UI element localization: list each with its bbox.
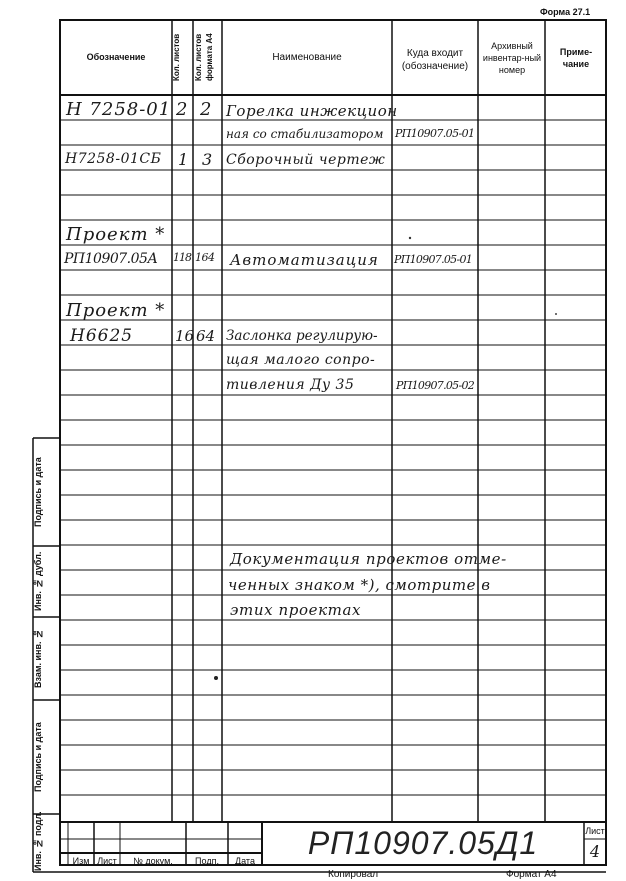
title-col-doc: № докум. (133, 856, 173, 866)
footnote-line-3: этих проектах (230, 601, 362, 619)
row-name: Горелка инжекцион (226, 102, 398, 120)
footnote-line-2: ченных знаком *), смотрите в (228, 576, 491, 594)
title-col-sign: Подп. (195, 856, 219, 866)
title-col-date: Дата (235, 856, 255, 866)
side-label-inv-dupl: Инв. № дубл. (33, 551, 43, 612)
row-designation: РП10907.05А (64, 251, 158, 267)
row-name: Автоматизация (230, 251, 379, 269)
row-name: Заслонка регулирую- (226, 328, 378, 344)
side-label-replace-inv: Взам. инв. № (33, 628, 43, 689)
row-designation: Проект * (66, 300, 166, 321)
side-label-sign-date-2: Подпись и дата (33, 722, 43, 792)
row-sheets: 16 (175, 327, 195, 345)
row-a4: 2 (200, 99, 212, 120)
header-note: Приме-чание (559, 47, 593, 69)
footer-copied: Копировал (328, 869, 379, 880)
footer-format: Формат А4 (506, 869, 557, 880)
row-name: Сборочный чертеж (226, 152, 386, 168)
row-designation: Н 7258-01 (66, 99, 172, 120)
row-sheets: 118 (173, 251, 191, 264)
footnote-line-1: Документация проектов отме- (230, 550, 507, 568)
row-name: щая малого сопро- (226, 352, 376, 368)
side-label-sign-date-1: Подпись и дата (33, 457, 43, 527)
header-designation: Обозначение (86, 52, 146, 62)
row-designation: Проект * (66, 224, 166, 245)
title-sheet-label: Лист (585, 826, 605, 836)
row-name: тивления Ду 35 (226, 377, 355, 393)
row-sheets: 1 (178, 150, 189, 169)
form-label: Форма 27.1 (540, 7, 591, 17)
header-sheets-count: Кол. листов (172, 33, 181, 81)
row-where-used: РП10907.05-01 (395, 127, 475, 140)
header-where-used: Куда входит (обозначение) (401, 48, 469, 72)
row-where-used: РП10907.05-02 (396, 379, 475, 392)
row-a4: 64 (196, 327, 216, 345)
row-name: ная со стабилизатором (226, 127, 384, 141)
row-where-used: РП10907.05-01 (394, 253, 473, 266)
header-a4-count: Кол. листов формата А4 (194, 33, 214, 81)
title-col-sheet: Лист (97, 856, 117, 866)
title-sheet-number: 4 (589, 842, 601, 861)
row-designation: Н6625 (70, 326, 134, 346)
row-sheets: 2 (176, 99, 188, 120)
row-designation: Н7258-01СБ (65, 151, 162, 167)
header-name: Наименование (272, 52, 342, 63)
side-label-inv-orig: Инв. № подл. (33, 811, 43, 871)
header-archive-number: Архивный инвентар-ный номер (482, 41, 542, 75)
document-code: РП10907.05Д1 (307, 825, 539, 861)
row-a4: 164 (195, 251, 215, 264)
title-col-change: Изм (72, 856, 90, 866)
row-a4: 3 (202, 150, 213, 169)
